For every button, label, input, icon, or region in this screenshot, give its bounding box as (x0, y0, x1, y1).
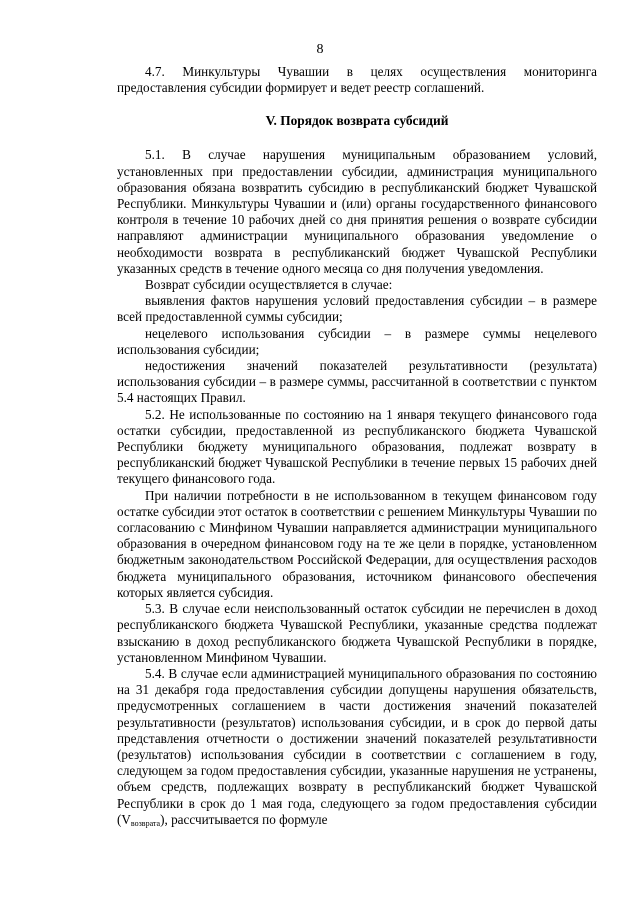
paragraph-4-7: 4.7. Минкультуры Чувашии в целях осуществления мониторинга предоставления субсидии формирует и ведет реестр соглашений. (117, 64, 597, 96)
return-cases-intro: Возврат субсидии осуществляется в случае: (145, 277, 393, 293)
return-case-underperformance: недостижения значений показателей результативности (результата) использования субсидии – в размере суммы, рассчитанной в соответствии с пунктом 5.4 настоящих Правил. (117, 358, 597, 406)
paragraph-5-3: 5.3. В случае если неиспользованный остаток субсидии не перечислен в доход республиканского бюджета Чувашской Республики, указанные средства подлежат взысканию в доход республиканского бюджета Чувашской Республики в порядке, установленном Минфином Чувашии. (117, 601, 597, 665)
document-body (117, 64, 597, 832)
formula-subscript: возврата (130, 818, 161, 828)
page-number: 8 (316, 42, 324, 57)
return-case-misuse: нецелевого использования субсидии – в размере суммы нецелевого использования субсидии; (117, 325, 597, 357)
paragraph-5-1: 5.1. В случае нарушения муниципальным образованием условий, установленных при предоставлении субсидии, администрация муниципального образования обязана возвратить субсидию в республиканский бюджет Чувашской Республики. Минкультуры Чувашии и (или) органы государственного финансового контроля в течение 10 рабочих дней со дня принятия решения о возврате субсидии направляют администрации муниципального образования уведомление о необходимости возврата в республиканский бюджет Чувашской Республики указанных средств в течение одного месяца со дня получения уведомления. (117, 147, 597, 276)
paragraph-5-2-continuation: При наличии потребности в не использованном в текущем финансовом году остатке субсидии этот остаток в соответствии с решением Минкультуры Чувашии по согласованию с Минфином Чувашии направляется администрации муниципального образования в очередном финансовом году на те же цели в порядке, установленном бюджетным законодательством Российской Федерации, для осуществления расходов бюджета муниципального образования, источником финансового обеспечения которых является субсидия. (117, 487, 597, 600)
paragraph-5-2: 5.2. Не использованные по состоянию на 1 января текущего финансового года остатки субсидии, предоставленной из республиканского бюджета Чувашской Республики бюджету муниципального образования, подлежат возврату в республиканский бюджет Чувашской Республики в течение первых 15 рабочих дней текущего финансового года. (117, 406, 597, 487)
section-heading: V. Порядок возврата субсидий (265, 113, 449, 129)
paragraph-5-4-tail: ), рассчитывается по формуле (160, 811, 328, 827)
paragraph-5-4 (117, 666, 597, 832)
paragraph-5-4-text: 5.4. В случае если администрацией муниципального образования по состоянию на 31 декабря года предоставления субсидии допущены нарушения обязательств, предусмотренных соглашением в части достижения значений показателей результативности (результатов) использования субсидии, и в срок до первой даты представления отчетности о достижении значений показателей результативности (результатов) использования субсидии в соответствии с соглашением в году, следующем за годом предоставления субсидии, указанные нарушения не устранены, объем средств, подлежащих возврату в республиканский бюджет Чувашской Республики в срок до 1 мая года, следующего за годом предоставления субсидии (V (117, 665, 597, 827)
return-case-violation: выявления фактов нарушения условий предоставления субсидии – в размере всей предоставленной суммы субсидии; (117, 293, 597, 325)
